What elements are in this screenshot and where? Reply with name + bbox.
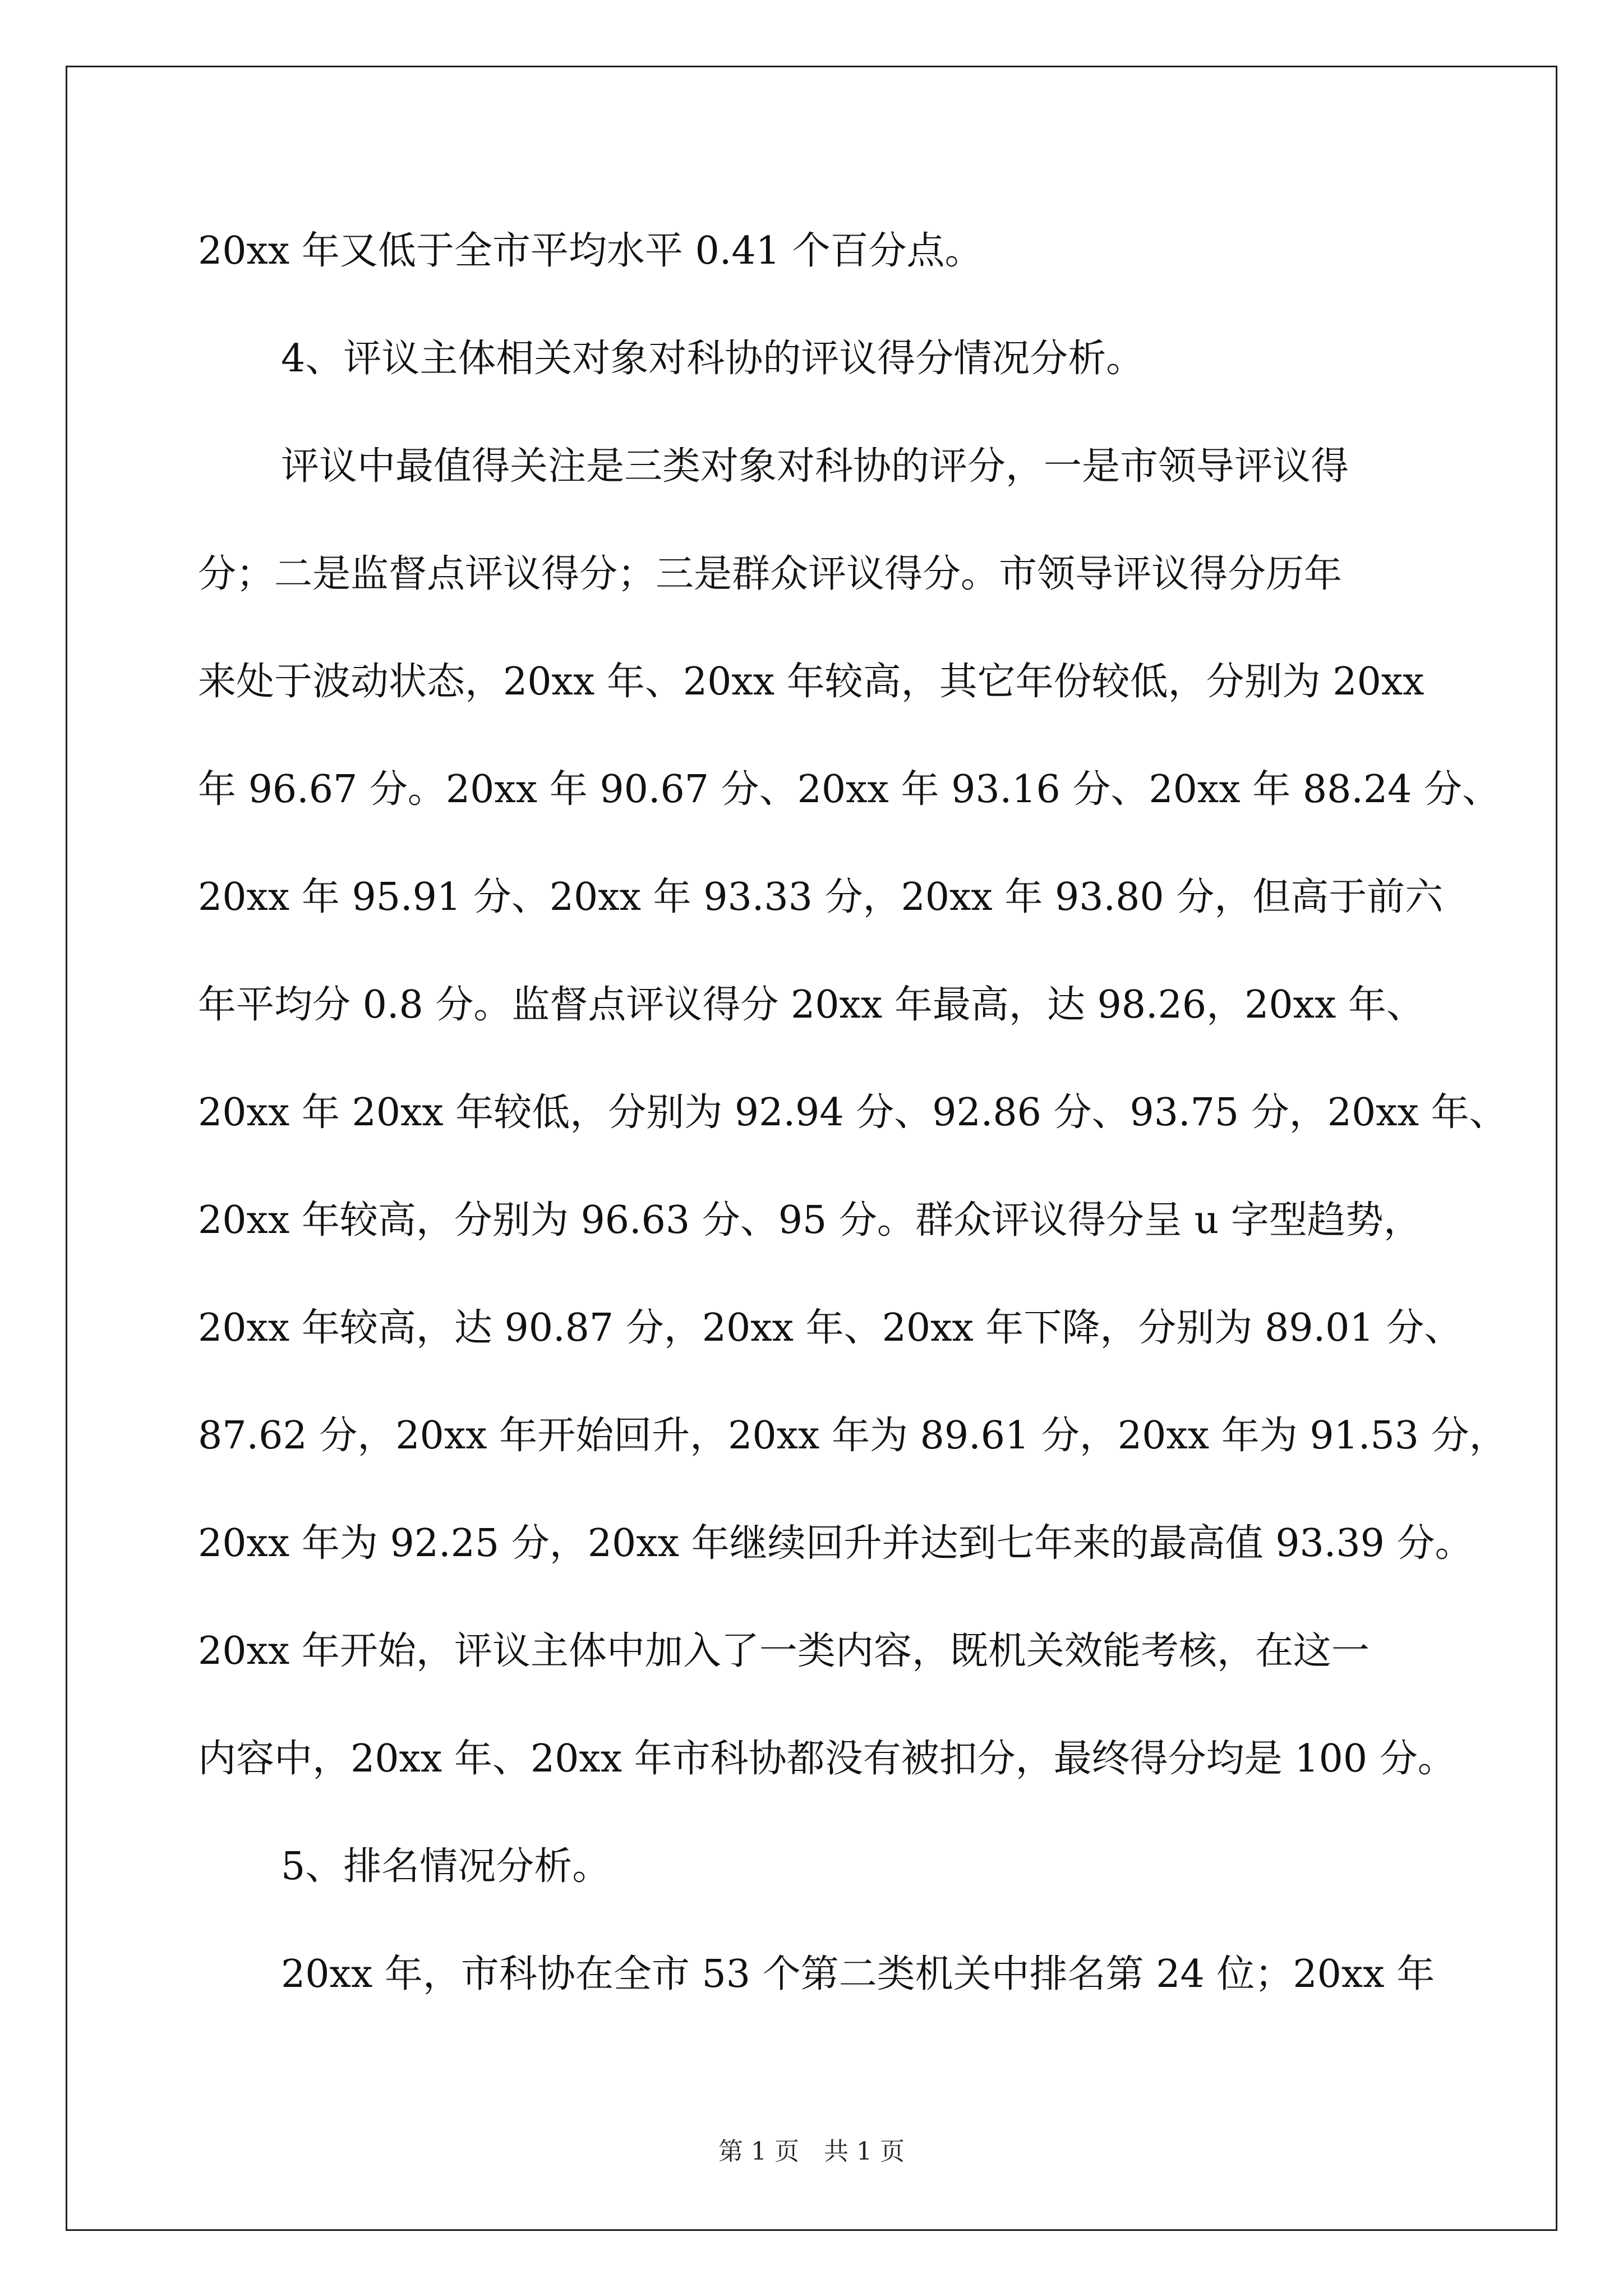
page-footer bbox=[0, 2135, 1623, 2169]
document-body bbox=[198, 197, 1507, 2028]
section-heading: 5、排名情况分析。 bbox=[281, 1844, 611, 1889]
text-line: 评议中最值得关注是三类对象对科协的评分，一是市领导评议得 bbox=[281, 444, 1349, 489]
text-line: 20xx 年较高，分别为 96.63 分、95 分。群众评议得分呈 u 字型趋势， bbox=[198, 1198, 1422, 1243]
text-line: 20xx 年为 92.25 分，20xx 年继续回升并达到七年来的最高值 93.39 分。 bbox=[198, 1521, 1473, 1566]
text-line: 内容中，20xx 年、20xx 年市科协都没有被扣分，最终得分均是 100 分。 bbox=[198, 1737, 1456, 1781]
text-line: 20xx 年 20xx 年较低，分别为 92.94 分、92.86 分、93.75 分，20xx 年、 bbox=[198, 1091, 1507, 1135]
text-line: 20xx 年较高，达 90.87 分，20xx 年、20xx 年下降，分别为 89.01 分、 bbox=[198, 1306, 1463, 1350]
text-line: 20xx 年，市科协在全市 53 个第二类机关中排名第 24 位；20xx 年 bbox=[281, 1952, 1435, 1996]
text-line: 来处于波动状态，20xx 年、20xx 年较高，其它年份较低，分别为 20xx bbox=[198, 660, 1424, 704]
text-line: 87.62 分，20xx 年开始回升，20xx 年为 89.61 分，20xx 年为 91.53 分， bbox=[198, 1414, 1507, 1458]
text-line: 年 96.67 分。20xx 年 90.67 分、20xx 年 93.16 分、20xx 年 88.24 分、 bbox=[198, 767, 1501, 812]
text-line: 年平均分 0.8 分。监督点评议得分 20xx 年最高，达 98.26，20xx 年、 bbox=[198, 983, 1424, 1027]
section-heading: 4、评议主体相关对象对科协的评议得分情况分析。 bbox=[281, 337, 1145, 381]
text-line: 20xx 年又低于全市平均水平 0.41 个百分点。 bbox=[198, 229, 983, 273]
text-line: 20xx 年开始，评议主体中加入了一类内容，既机关效能考核，在这一 bbox=[198, 1629, 1370, 1673]
page-total: 共 1 页 bbox=[824, 2137, 905, 2166]
text-line: 20xx 年 95.91 分、20xx 年 93.33 分，20xx 年 93.80 分，但高于前六 bbox=[198, 875, 1444, 919]
page-number: 第 1 页 bbox=[718, 2137, 799, 2166]
text-line: 分；二是监督点评议得分；三是群众评议得分。市领导评议得分历年 bbox=[198, 552, 1343, 596]
